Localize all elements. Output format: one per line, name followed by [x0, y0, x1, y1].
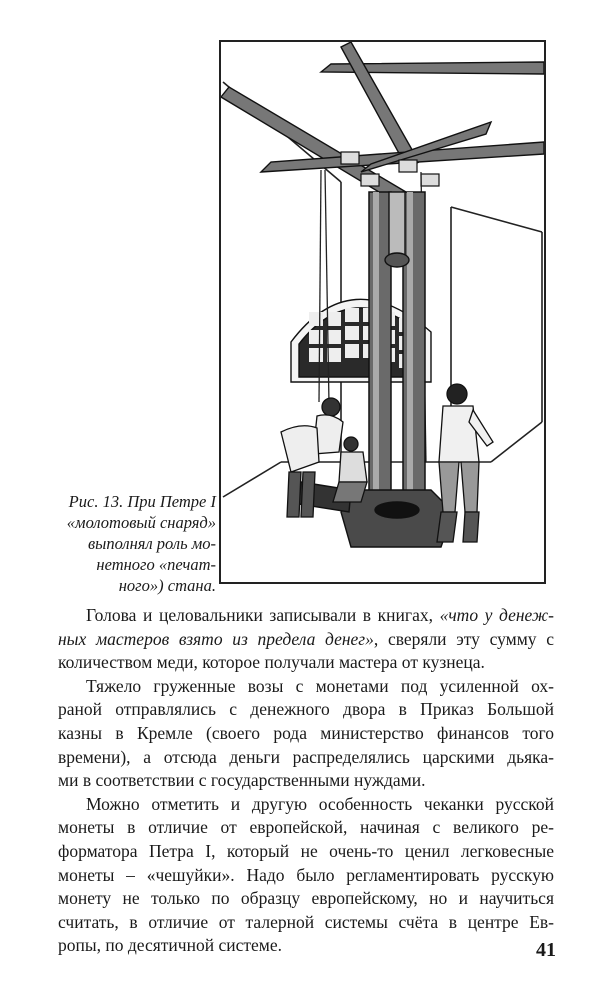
text-line: времени), а отсюда деньги распределялись царскими дьяка-: [58, 746, 554, 767]
text-line: форматора Петра I, который не очень-то ценил легковесные: [58, 840, 554, 861]
text-line: считать, в отличие от талерной системы счёта в центре Ев-: [58, 911, 554, 932]
text-line: Голова и целовальники записывали в книгах, «что у денеж-: [86, 605, 554, 625]
text-line: Можно отметить и другую особенность чеканки русской: [86, 793, 554, 814]
text-line: казны в Кремле (своего рода министерство финансов того: [58, 722, 554, 743]
caption-line: ного») стана.: [118, 576, 216, 595]
figure-caption: [24, 491, 216, 596]
hammer-press-illustration: [221, 42, 544, 582]
worker-right: [437, 384, 493, 542]
text-line: раной отправлялись с денежного двора в Приказ Большой: [58, 699, 554, 720]
text-line: монеты в отличие от европейской, начиная с великого ре-: [58, 817, 554, 838]
text-line: ных мастеров взято из предела денег», сверяли эту сумму с: [58, 628, 554, 649]
page-number: 41: [536, 939, 556, 961]
text-line: монету не только по образцу европейскому, но и научиться: [58, 888, 554, 909]
caption-line: «молотовый снаряд»: [66, 513, 216, 532]
caption-line: нетного «печат-: [96, 555, 216, 574]
text-line: ропы, по десятичной системе.: [58, 935, 282, 956]
hammer-weight: [385, 192, 409, 267]
text-line: количеством меди, которое получали мастера от кузнеца.: [58, 652, 485, 673]
anvil-base: [299, 482, 453, 547]
text-line: монеты – «чешуйки». Надо было регламентировать русскую: [58, 864, 554, 885]
caption-line: выполнял роль мо-: [88, 534, 216, 553]
ceiling-beams: [221, 42, 544, 204]
text-line: Тяжело груженные возы с монетами под усиленной ох-: [86, 675, 554, 696]
text-line: ми в соответствии с государственными нуждами.: [58, 770, 426, 791]
figure-illustration: [219, 40, 546, 584]
body-text: [58, 604, 554, 958]
caption-line: Рис. 13. При Петре I: [68, 492, 216, 511]
